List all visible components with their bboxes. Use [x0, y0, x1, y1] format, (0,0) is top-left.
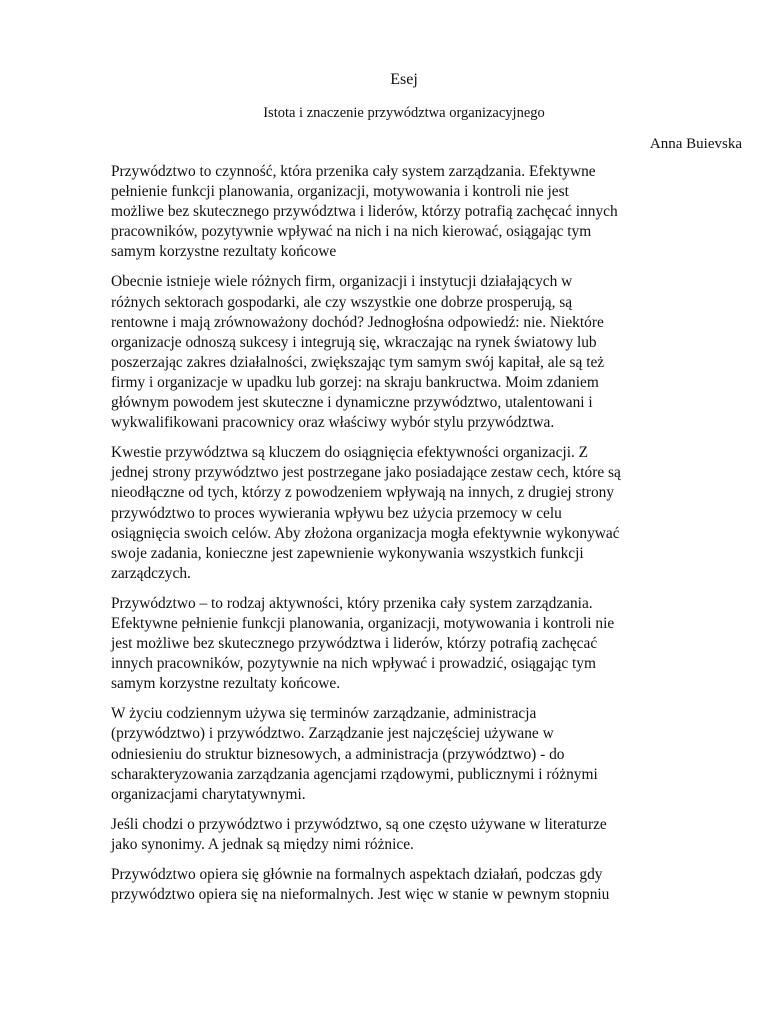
paragraph-line: (przywództwo) i przywództwo. Zarządzanie jest najczęściej używane w: [111, 725, 554, 743]
paragraph-line: Przywództwo opiera się głównie na formalnych aspektach działań, podczas gdy: [111, 866, 603, 883]
paragraph: [111, 815, 717, 855]
paragraph-line: przywództwo to proces wywierania wpływu bez użycia przemocy w celu: [111, 504, 562, 522]
paragraph-line: różnych sektorach gospodarki, ale czy wszystkie one dobrze prosperują, są: [111, 293, 573, 311]
document-subtitle: Istota i znaczenie przywództwa organizacyjnego: [263, 105, 545, 121]
paragraph-line: Kwestie przywództwa są kluczem do osiągnięcia efektywności organizacji. Z: [111, 444, 589, 462]
paragraph-line: organizacje odnoszą sukcesy i integrują się, wkraczając na rynek światowy lub: [111, 333, 597, 351]
paragraph-line: Przywództwo – to rodzaj aktywności, który przenika cały system zarządzania.: [111, 594, 593, 612]
paragraph: [111, 594, 717, 694]
paragraph-line: samym korzystne rezultaty końcowe.: [111, 675, 341, 693]
paragraph: [111, 865, 717, 905]
paragraph-line: swoje zadania, konieczne jest zapewnienie wykonywania wszystkich funkcji: [111, 544, 584, 562]
paragraph-line: poszerzając zakres działalności, zwiększając tym samym swój kapitał, ale są też: [111, 353, 605, 371]
paragraph-line: firmy i organizacje w upadku lub gorzej: na skraju bankructwa. Moim zdaniem: [111, 373, 599, 391]
essay-body: [111, 162, 717, 915]
paragraph-line: Obecnie istnieje wiele różnych firm, organizacji i instytucji działających w: [111, 273, 573, 291]
paragraph-line: głównym powodem jest skuteczne i dynamiczne przywództwo, utalentowani i: [111, 394, 593, 412]
paragraph: [111, 443, 717, 584]
paragraph: [111, 162, 717, 262]
paragraph-line: rentowne i mają zrównoważony dochód? Jednogłośna odpowiedź: nie. Niektóre: [111, 313, 604, 331]
paragraph-line: Przywództwo to czynność, która przenika cały system zarządzania. Efektywne: [111, 163, 596, 180]
document-title: Esej: [390, 71, 418, 88]
paragraph-line: pracowników, pozytywnie wpływać na nich i na nich kierować, osiągając tym: [111, 223, 592, 241]
paragraph-line: jest możliwe bez skutecznego przywództwa i liderów, którzy potrafią zachęcać: [111, 635, 598, 653]
paragraph-line: W życiu codziennym używa się terminów zarządzanie, administracja: [111, 705, 537, 723]
paragraph-line: jako synonimy. A jednak są między nimi różnice.: [111, 835, 414, 853]
paragraph-line: scharakteryzowania zarządzania agencjami rządowymi, publicznymi i różnymi: [111, 765, 598, 783]
paragraph-line: odniesieniu do struktur biznesowych, a administracja (przywództwo) - do: [111, 745, 565, 763]
paragraph-line: jednej strony przywództwo jest postrzegane jako posiadające zestaw cech, które są: [111, 464, 621, 482]
paragraph-line: innych pracowników, pozytywnie na nich wpływać i prowadzić, osiągając tym: [111, 655, 596, 673]
paragraph-line: Efektywne pełnienie funkcji planowania, organizacji, motywowania i kontroli nie: [111, 614, 615, 632]
paragraph-line: organizacjami charytatywnymi.: [111, 785, 306, 803]
paragraph-line: przywództwo opiera się na nieformalnych. Jest więc w stanie w pewnym stopniu: [111, 886, 610, 904]
paragraph-line: możliwe bez skutecznego przywództwa i liderów, którzy potrafią zachęcać innych: [111, 203, 618, 221]
author-name: Anna Buievska: [649, 136, 742, 152]
paragraph-line: Jeśli chodzi o przywództwo i przywództwo, są one często używane w literaturze: [111, 815, 607, 833]
paragraph-line: samym korzystne rezultaty końcowe: [111, 243, 337, 261]
paragraph-line: wykwalifikowani pracownicy oraz właściwy wybór stylu przywództwa.: [111, 414, 555, 432]
paragraph-line: pełnienie funkcji planowania, organizacji, motywowania i kontroli nie jest: [111, 183, 569, 201]
paragraph-line: nieodłączne od tych, którzy z powodzeniem wpływają na innych, z drugiej strony: [111, 484, 615, 502]
paragraph: [111, 272, 717, 433]
paragraph-line: osiągnięcia swoich celów. Aby złożona organizacja mogła efektywnie wykonywać: [111, 524, 620, 542]
paragraph: [111, 704, 717, 804]
paragraph-line: zarządczych.: [111, 564, 191, 582]
